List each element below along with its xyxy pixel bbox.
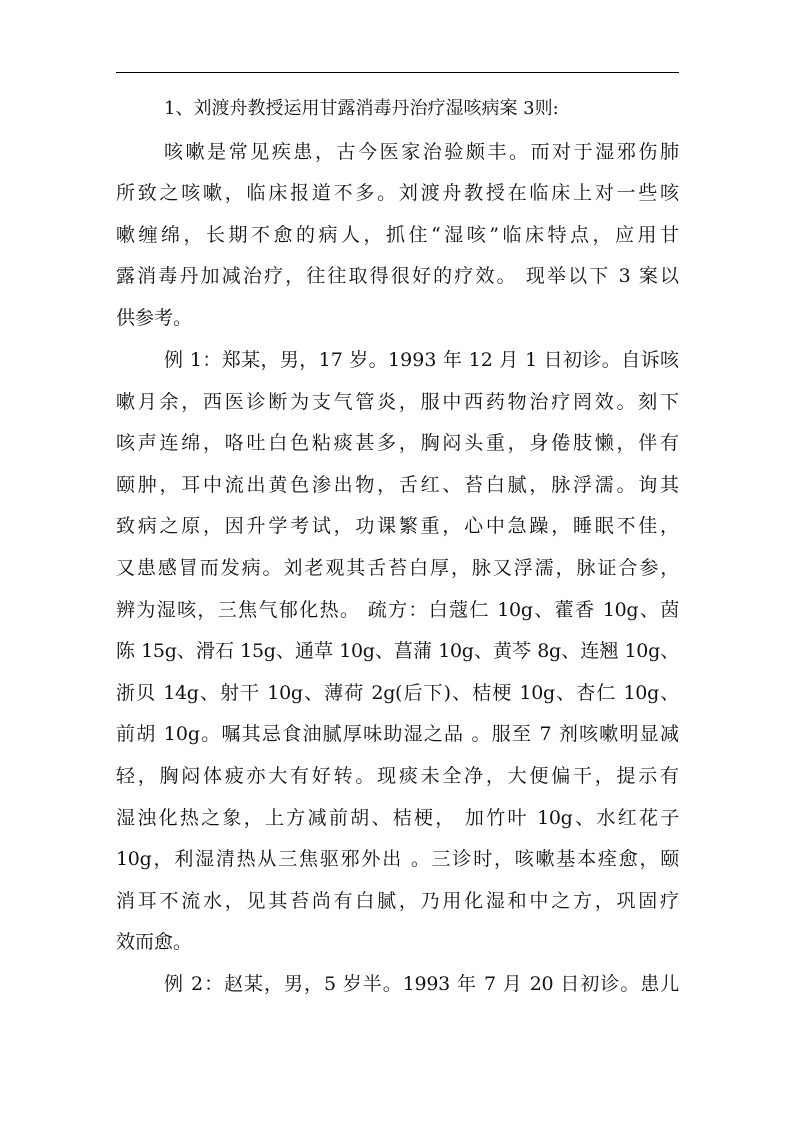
paragraph-line: 例 2：赵某，男，5 岁半。1993 年 7 月 20 日初诊。患儿	[164, 973, 679, 995]
paragraph-line: 嗽月余，西医诊断为支气管炎，服中西药物治疗罔效。刻下	[116, 391, 679, 413]
paragraph-line: 供参考。	[116, 307, 193, 329]
paragraph-line: 轻，胸闷体疲亦大有好转。现痰未全净，大便偏干，提示有	[116, 765, 679, 787]
paragraph-line: 辨为湿咳，三焦气郁化热。 疏方：白蔻仁 10g、藿香 10g、茵	[116, 599, 679, 621]
paragraph-line: 效而愈。	[116, 931, 193, 953]
paragraph-line: 10g，利湿清热从三焦驱邪外出 。三诊时，咳嗽基本痊愈，颐	[116, 848, 679, 870]
section-heading: 1、刘渡舟教授运用甘露消毒丹治疗湿咳病案 3则:	[164, 98, 559, 119]
paragraph-line: 又患感冒而发病。刘老观其舌苔白厚，脉又浮濡，脉证合参，	[116, 557, 679, 579]
paragraph-line: 消耳不流水，见其苔尚有白腻，乃用化湿和中之方，巩固疗	[116, 890, 679, 912]
paragraph-line: 所致之咳嗽，临床报道不多。刘渡舟教授在临床上对一些咳	[116, 182, 679, 204]
paragraph-line: 陈 15g、滑石 15g、通草 10g、菖蒲 10g、黄芩 8g、连翘 10g、	[116, 640, 679, 662]
paragraph-line: 湿浊化热之象，上方减前胡、桔梗， 加竹叶 10g、水红花子	[116, 807, 679, 829]
paragraph-line: 嗽缠绵，长期不愈的病人，抓住“湿咳”临床特点，应用甘	[116, 224, 679, 246]
paragraph-line: 露消毒丹加减治疗，往往取得很好的疗效。 现举以下 3 案以	[116, 265, 679, 287]
header-rule	[116, 72, 679, 73]
paragraph-line: 颐肿，耳中流出黄色渗出物，舌红、苔白腻，脉浮濡。询其	[116, 474, 679, 496]
paragraph-line: 浙贝 14g、射干 10g、薄荷 2g(后下)、桔梗 10g、杏仁 10g、	[116, 682, 679, 704]
paragraph-line: 致病之原，因升学考试，功课繁重，心中急躁，睡眠不佳，	[116, 515, 679, 537]
paragraph-line: 咳声连绵，咯吐白色粘痰甚多，胸闷头重，身倦肢懒，伴有	[116, 432, 679, 454]
paragraph-line: 咳嗽是常见疾患，古今医家治验颇丰。而对于湿邪伤肺	[164, 141, 679, 163]
paragraph-line: 前胡 10g。嘱其忌食油腻厚味助湿之品 。服至 7 剂咳嗽明显减	[116, 723, 679, 745]
paragraph-line: 例 1：郑某，男，17 岁。1993 年 12 月 1 日初诊。自诉咳	[164, 349, 679, 371]
